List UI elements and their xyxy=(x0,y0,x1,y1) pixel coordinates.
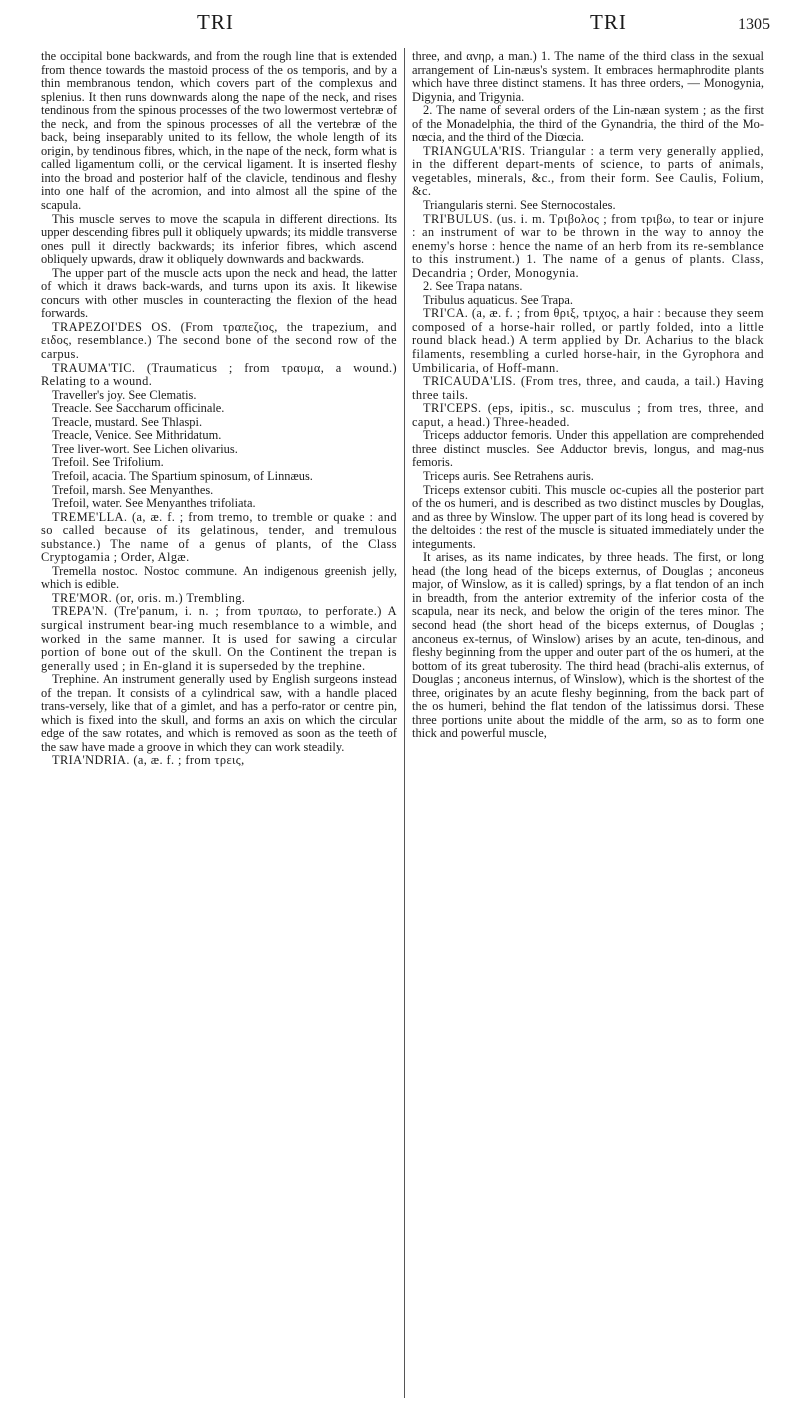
entry-trepan: TREPA'N. (Tre'panum, i. n. ; from τρυπαω, to perforate.) A surgical instrument bear-ing much resemblance to a wimble, and worked in the same manner. It is used for sawing a circular portion of bone out of the skull. On the Continent the trepan is generally used ; in En-gland it is superseded by the trephine. xyxy=(41,604,397,673)
entry-tremella: TREME'LLA. (a, æ. f. ; from tremo, to tremble or quake : and so called because of its gelatinous, tender, and tremulous substance.) The name of a genus of plants, of the Class Cryptogamia ; Order, Algæ. xyxy=(41,509,397,565)
entry-paragraph: the occipital bone backwards, and from the rough line that is extended from thence towards the mastoid process of the os temporis, and by a thin membranous tendon, which covers part of the complexus and splenius. It then runs downwards along the nape of the neck, and rises tendinous from the spinous processes of the two lowermost vertebræ of the neck, and from the spinous processes of all the vertebræ of the back, being inseparably united to its fellow, the whole length of its origin, by tendinous fibres, which, in the nape of the neck, form what is called ligamentum colli, or the cervical ligament. It is inserted fleshy into the broad and posterior half of the clavicle, tendinous and fleshy into one half of the acromion, and into almost all the spine of the scapula. xyxy=(41,49,397,213)
entry-trica: TRI'CA. (a, æ. f. ; from θριξ, τριχος, a hair : because they seem composed of a horse-hair rolled, or partly folded, into a little round black head.) A term applied by Dr. Acharius to the black filaments, resembling a curled horse-hair, in the Gyrophora and Umbilicaria, of Hoff-mann. xyxy=(412,306,764,375)
entry-treacle: Treacle. See Saccharum officinale. xyxy=(52,401,225,416)
entry-trefoil-acacia: Trefoil, acacia. The Spartium spinosum, of Linnæus. xyxy=(52,468,313,483)
entry-trefoil: Trefoil. See Trifolium. xyxy=(52,455,164,470)
entry-tricaudalis: TRICAUDA'LIS. (From tres, three, and cauda, a tail.) Having three tails. xyxy=(412,374,764,402)
entry-triceps-extensor-cubiti: Triceps extensor cubiti. This muscle oc-cupies all the posterior part of the os humeri, and is described as two distinct muscles by Douglas, and as three by Winslow. The upper part of its long head is covered by the deltoides : the rest of the muscle is situated immediately under the integuments. xyxy=(412,482,764,551)
entry-travellers-joy: Traveller's joy. See Clematis. xyxy=(52,387,197,402)
left-column xyxy=(41,50,397,768)
entry-triangularis: TRIANGULA'RIS. Triangular : a term very generally applied, in the different depart-ments of science, to parts of animals, vegetables, minerals, &c., from their form. See Caulis, Folium, &c. xyxy=(412,143,764,199)
entry-tremor: TRE'MOR. (or, oris. m.) Trembling. xyxy=(52,590,246,605)
entry-traumatic: TRAUMA'TIC. (Traumaticus ; from τραυμα, a wound.) Relating to a wound. xyxy=(41,360,397,389)
entry-paragraph: three, and ανηρ, a man.) 1. The name of the third class in the sexual arrangement of Lin-næus's system. It embraces hermaphrodite plants which have three distinct stamens. It has three orders, — Monogynia, Digynia, and Trigynia. xyxy=(412,49,764,104)
entry-tribulus-aquaticus: Tribulus aquaticus. See Trapa. xyxy=(423,292,573,307)
running-head-left: TRI xyxy=(197,10,234,34)
entry-paragraph: It arises, as its name indicates, by three heads. The first, or long head (the long head of the biceps externus, of Douglas ; anconeus major, of Winslow, as it is called) springs, by a flat tendon of an inch in breadth, from the anterior extremity of the inferior costa of the scapula, near its neck, and below the origin of the teres minor. The second head (the short head of the biceps externus, of Douglas ; anconeus ex-ternus, of Winslow) arises by an acute, ten-dinous, and fleshy beginning from the upper and outer part of the os humeri, at the bottom of its great tuberosity. The third head (brachi-alis externus, of Douglas ; anconeus internus, of Winslow), which is the shortest of the three, originates by an acute fleshy beginning, from the back part of the os humeri, behind the flat tendon of the latissimus dorsi. These three portions unite about the middle of the arm, so as to form one thick and powerful muscle, xyxy=(412,550,764,741)
column-divider xyxy=(404,48,405,1398)
entry-paragraph: 2. The name of several orders of the Lin-næan system ; as the first of the Monadelphia, the third of the Gynandria, the third of the Mo-nœcia, and the third of the Diœcia. xyxy=(412,103,764,145)
entry-tribulus: TRI'BULUS. (us. i. m. Τριβολος ; from τριβω, to tear or injure : an instrument of war to be thrown in the way to annoy the enemy's horse : hence the name of an herb from its re-semblance to this instrument.) 1. The name of a genus of plants. Class, Decandria ; Order, Monogynia. xyxy=(412,211,764,280)
entry-tree-liver-wort: Tree liver-wort. See Lichen olivarius. xyxy=(52,441,238,456)
entry-trefoil-water: Trefoil, water. See Menyanthes trifoliata. xyxy=(52,496,256,511)
page-number: 1305 xyxy=(738,16,770,33)
entry-triangularis-sterni: Triangularis sterni. See Sternocostales. xyxy=(423,198,616,213)
entry-trapezoides: TRAPEZOI'DES OS. (From τραπεζιος, the trapezium, and ειδος, resemblance.) The second bone of the second row of the carpus. xyxy=(41,319,397,362)
entry-triceps-adductor-femoris: Triceps adductor femoris. Under this appellation are comprehended three distinct muscles. See Adductor brevis, longus, and mag-nus femoris. xyxy=(412,428,764,470)
entry-triceps-auris: Triceps auris. See Retrahens auris. xyxy=(423,468,594,483)
right-column xyxy=(412,50,764,741)
entry-triandria: TRIA'NDRIA. (a, æ. f. ; from τρεις, xyxy=(52,753,245,768)
entry-tremella-nostoc: Tremella nostoc. Nostoc commune. An indigenous greenish jelly, which is edible. xyxy=(41,563,397,592)
entry-paragraph: The upper part of the muscle acts upon the neck and head, the latter of which it draws back-wards, and turns upon its axis. It likewise concurs with other muscles in counteracting the flexion of the head forwards. xyxy=(41,265,397,321)
entry-trefoil-marsh: Trefoil, marsh. See Menyanthes. xyxy=(52,482,214,497)
running-head-right: TRI xyxy=(590,10,627,34)
entry-paragraph: 2. See Trapa natans. xyxy=(423,279,523,294)
entry-trephine: Trephine. An instrument generally used by English surgeons instead of the trepan. It consists of a cylindrical saw, with a handle placed trans-versely, like that of a gimlet, and has a perfo-rator or centre pin, which is fixed into the skull, and forms an axis on which the circular edge of the saw rotates, and which is removed as soon as the teeth of the saw have made a groove in which they can work steadily. xyxy=(41,672,397,754)
entry-triceps: TRI'CEPS. (eps, ipitis., sc. musculus ; from tres, three, and caput, a head.) Three-headed. xyxy=(412,401,764,429)
entry-paragraph: This muscle serves to move the scapula in different directions. Its upper descending fibres pull it obliquely upwards; its middle transverse ones pull it directly backwards; its inferior fibres, which ascend obliquely upwards, draw it obliquely downwards and backwards. xyxy=(41,211,397,267)
entry-treacle-mustard: Treacle, mustard. See Thlaspi. xyxy=(52,414,203,429)
entry-treacle-venice: Treacle, Venice. See Mithridatum. xyxy=(52,428,222,443)
